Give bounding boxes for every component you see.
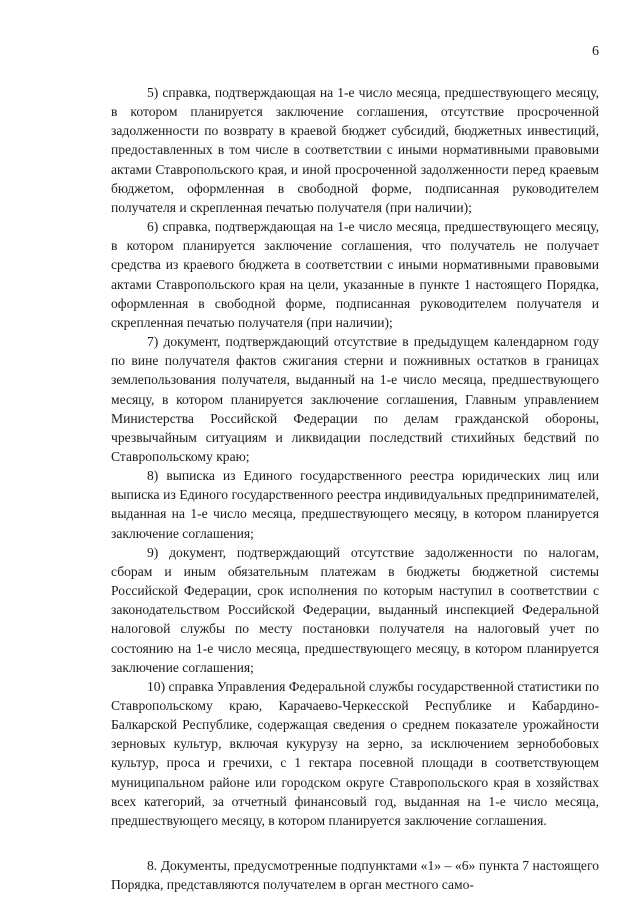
- list-item-5: 5) справка, подтверждающая на 1-е число месяца, предшествующего месяцу, в котором планируется заключение соглашения, отсутствие просроченной задолженности по возврату в краевой бюджет субсидий, бюджетных инвестиций, предоставленных в том числе в соответствии с иными нормативными правовыми актами Ставропольского края, и иной просроченной задолженности перед краевым бюджетом, оформленная в свободной форме, подписанная руководителем получателя и скрепленная печатью получателя (при наличии);: [111, 85, 599, 215]
- list-item-8: 8) выписка из Единого государственного реестра юридических лиц или выписка из Единого государственного реестра индивидуальных предпринимателей, выданная на 1-е число месяца, предшествующего месяцу, в котором планируется заключение соглашения;: [111, 468, 599, 541]
- list-item-6: 6) справка, подтверждающая на 1-е число месяца, предшествующего месяцу, в котором планируется заключение соглашения, что получатель не получает средства из краевого бюджета в соответствии с иными нормативными правовыми актами Ставропольского края на цели, указанные в пункте 1 настоящего Порядка, оформленная в свободной форме, подписанная руководителем получателя и скрепленная печатью получателя (при наличии);: [111, 219, 599, 330]
- section-8-paragraph: 8. Документы, предусмотренные подпунктами «1» – «6» пункта 7 настоящего Порядка, представляются получателем в орган местного само-: [111, 858, 599, 893]
- list-item-7: 7) документ, подтверждающий отсутствие в предыдущем календарном году по вине получателя фактов сжигания стерни и пожнивных остатков в границах землепользования получателя, выданный на 1-е число месяца, предшествующего месяцу, в котором планируется заключение соглашения, Главным управлением Министерства Российской Федерации по делам гражданской обороны, чрезвычайным ситуациям и ликвидации последствий стихийных бедствий по Ставропольскому краю;: [111, 334, 599, 464]
- document-body: [111, 83, 599, 894]
- list-item-10: 10) справка Управления Федеральной службы государственной статистики по Ставропольскому краю, Карачаево-Черкесской Республике и Кабардино-Балкарской Республике, содержащая сведения о среднем показателе урожайности зерновых культур, включая кукурузу на зерно, за исключением зернобобовых культур, проса и гречихи, с 1 гектара посевной площади в соответствующем муниципальном районе или городском округе Ставропольского края в хозяйствах всех категорий, за отчетный финансовый год, выданная на 1-е число месяца, предшествующего месяцу, в котором планируется заключение соглашения.: [111, 678, 599, 828]
- list-item-9: 9) документ, подтверждающий отсутствие задолженности по налогам, сборам и иным обязательным платежам в бюджеты бюджетной системы Российской Федерации, срок исполнения по которым наступил в соответствии с законодательством Российской Федерации, выданный инспекцией Федеральной налоговой службы по месту постановки получателя на налоговый учет по состоянию на 1-е число месяца, предшествующего месяцу, в котором планируется заключение соглашения;: [111, 544, 599, 675]
- page-number: 6: [592, 44, 599, 59]
